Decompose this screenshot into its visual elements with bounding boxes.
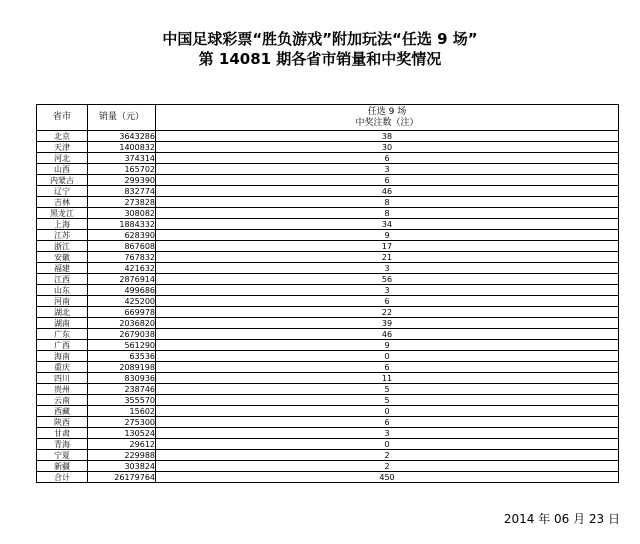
province-cell: 陕西 [37,417,88,428]
province-cell: 西藏 [37,406,88,417]
sales-cell: 628390 [88,230,156,241]
wins-cell: 21 [156,252,619,263]
sales-cell: 229988 [88,450,156,461]
table-row [37,362,619,373]
wins-cell: 34 [156,219,619,230]
wins-cell: 2 [156,461,619,472]
province-cell: 贵州 [37,384,88,395]
table-row [37,450,619,461]
wins-cell: 0 [156,351,619,362]
table-row [37,153,619,164]
table-row [37,296,619,307]
sales-cell: 3643286 [88,131,156,142]
wins-cell: 39 [156,318,619,329]
sales-cell: 1884332 [88,219,156,230]
sales-cell: 130524 [88,428,156,439]
sales-cell: 425200 [88,296,156,307]
province-cell: 吉林 [37,197,88,208]
wins-cell: 17 [156,241,619,252]
sales-cell: 238746 [88,384,156,395]
sales-cell: 303824 [88,461,156,472]
sales-cell: 561290 [88,340,156,351]
table-row [37,307,619,318]
column-header-wins-game: 任选 9 场 [367,106,407,117]
province-cell: 广东 [37,329,88,340]
table-row [37,417,619,428]
province-cell: 广西 [37,340,88,351]
wins-cell: 46 [156,329,619,340]
page-subtitle: 第 14081 期各省市销量和中奖情况 [198,50,442,68]
table-row [37,208,619,219]
table-row [37,318,619,329]
province-cell: 新疆 [37,461,88,472]
province-cell: 安徽 [37,252,88,263]
sales-cell: 2679038 [88,329,156,340]
sales-cell: 15602 [88,406,156,417]
province-cell: 内蒙古 [37,175,88,186]
wins-cell: 6 [156,175,619,186]
province-cell: 黑龙江 [37,208,88,219]
province-cell: 北京 [37,131,88,142]
wins-cell: 9 [156,230,619,241]
table-row [37,164,619,175]
province-cell: 上海 [37,219,88,230]
table-row [37,340,619,351]
sales-cell: 355570 [88,395,156,406]
sales-cell: 63536 [88,351,156,362]
table-row [37,230,619,241]
wins-cell: 46 [156,186,619,197]
province-cell: 河北 [37,153,88,164]
wins-cell: 30 [156,142,619,153]
table-row [37,384,619,395]
column-header-wins-count: 中奖注数（注） [355,117,419,128]
wins-cell: 5 [156,384,619,395]
sales-cell: 767832 [88,252,156,263]
table-row [37,461,619,472]
sales-cell: 275300 [88,417,156,428]
sales-cell: 165702 [88,164,156,175]
table-row [37,197,619,208]
province-cell: 湖北 [37,307,88,318]
sales-cell: 29612 [88,439,156,450]
sales-cell: 273828 [88,197,156,208]
sales-cell: 2036820 [88,318,156,329]
page-title: 中国足球彩票“胜负游戏”附加玩法“任选 9 场” [162,30,478,48]
table-body [37,131,619,483]
wins-cell: 8 [156,197,619,208]
wins-cell: 2 [156,450,619,461]
table-row [37,131,619,142]
wins-cell: 38 [156,131,619,142]
table-row [37,351,619,362]
sales-cell: 2089198 [88,362,156,373]
province-cell: 重庆 [37,362,88,373]
wins-cell: 5 [156,395,619,406]
wins-cell: 3 [156,263,619,274]
table-header-row [37,105,619,131]
table-row [37,329,619,340]
province-cell: 四川 [37,373,88,384]
table-row [37,175,619,186]
province-cell: 甘肃 [37,428,88,439]
province-cell: 辽宁 [37,186,88,197]
sales-cell: 830936 [88,373,156,384]
sales-cell: 299390 [88,175,156,186]
table-row [37,186,619,197]
wins-cell: 9 [156,340,619,351]
sales-cell: 374314 [88,153,156,164]
province-cell: 河南 [37,296,88,307]
wins-cell: 0 [156,439,619,450]
wins-cell: 6 [156,153,619,164]
province-cell: 海南 [37,351,88,362]
province-cell: 山西 [37,164,88,175]
wins-cell: 8 [156,208,619,219]
wins-cell: 450 [156,472,619,483]
wins-cell: 6 [156,417,619,428]
column-header-province: 省市 [37,105,88,131]
table-row [37,406,619,417]
sales-cell: 669978 [88,307,156,318]
sales-cell: 421632 [88,263,156,274]
table-row [37,241,619,252]
wins-cell: 3 [156,428,619,439]
table-row [37,252,619,263]
wins-cell: 6 [156,296,619,307]
province-cell: 合计 [37,472,88,483]
sales-cell: 308082 [88,208,156,219]
sales-cell: 1400832 [88,142,156,153]
wins-cell: 0 [156,406,619,417]
column-header-wins [156,105,619,131]
province-cell: 宁夏 [37,450,88,461]
province-cell: 江苏 [37,230,88,241]
wins-cell: 22 [156,307,619,318]
province-cell: 江西 [37,274,88,285]
wins-cell: 3 [156,164,619,175]
wins-cell: 56 [156,274,619,285]
province-cell: 青海 [37,439,88,450]
province-cell: 天津 [37,142,88,153]
wins-cell: 3 [156,285,619,296]
table-row [37,439,619,450]
wins-cell: 11 [156,373,619,384]
sales-cell: 832774 [88,186,156,197]
province-cell: 云南 [37,395,88,406]
column-header-sales: 销量（元） [88,105,156,131]
province-cell: 山东 [37,285,88,296]
table-row [37,395,619,406]
sales-cell: 26179764 [88,472,156,483]
report-date: 2014 年 06 月 23 日 [503,512,620,526]
table-row [37,142,619,153]
sales-cell: 867608 [88,241,156,252]
table-row [37,274,619,285]
table-row [37,285,619,296]
table-row [37,373,619,384]
table-row [37,428,619,439]
province-cell: 浙江 [37,241,88,252]
table-row [37,263,619,274]
sales-cell: 2876914 [88,274,156,285]
table-row [37,219,619,230]
sales-cell: 499686 [88,285,156,296]
province-cell: 福建 [37,263,88,274]
sales-wins-table [36,104,619,483]
table-total-row [37,472,619,483]
wins-cell: 6 [156,362,619,373]
province-cell: 湖南 [37,318,88,329]
